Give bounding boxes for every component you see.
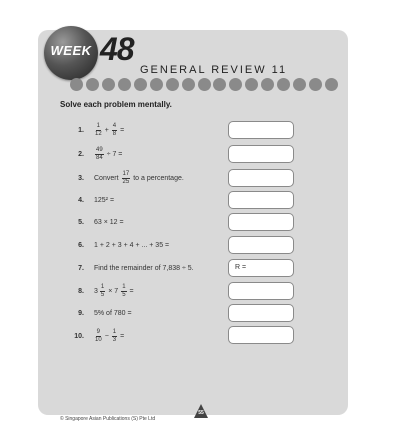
problem-text: Find the remainder of 7,838 ÷ 5. — [94, 264, 194, 272]
week-badge — [44, 26, 98, 80]
problem-number: 5. — [78, 218, 84, 226]
fraction-numerator: 1 — [96, 122, 101, 129]
page-number-badge — [194, 404, 208, 418]
problem-number: 8. — [78, 287, 84, 295]
fraction — [112, 123, 117, 138]
problem-text: 63 × 12 = — [94, 218, 124, 226]
problem-text: 1 + 2 + 3 + 4 + ... + 35 = — [94, 241, 170, 249]
problem-number: 1. — [78, 126, 84, 134]
problem-number: 2. — [78, 150, 84, 158]
problem-text: 5% of 780 = — [94, 309, 132, 317]
fraction-numerator: 49 — [96, 146, 103, 153]
fraction-denominator: 84 — [96, 154, 103, 161]
answer-box-1[interactable] — [228, 121, 294, 139]
answer-box-7[interactable] — [228, 259, 294, 277]
fraction-numerator: 1 — [122, 283, 126, 290]
answer-box-3[interactable] — [228, 169, 294, 187]
operator: + — [104, 126, 109, 134]
problem-number: 10. — [74, 332, 84, 340]
fraction-numerator: 9 — [96, 328, 101, 335]
fraction-denominator: 25 — [122, 178, 130, 185]
problem-7 — [62, 257, 194, 279]
problem-6 — [62, 234, 169, 256]
fraction-denominator: 12 — [95, 130, 102, 137]
problem-tail: = — [129, 287, 134, 295]
problem-tail: = — [120, 126, 125, 134]
answer-box-2[interactable] — [228, 145, 294, 163]
operator: × 7 — [108, 287, 119, 295]
decorative-dot — [261, 78, 274, 91]
answer-box-4[interactable] — [228, 191, 294, 209]
decorative-dot — [198, 78, 211, 91]
problem-1 — [62, 119, 126, 141]
copyright-footer: © Singapore Asian Publications (S) Pte Ltd — [60, 416, 156, 422]
decorative-dot — [293, 78, 306, 91]
fraction — [95, 147, 104, 162]
fraction — [121, 284, 126, 299]
week-label: WEEK — [50, 43, 92, 58]
problem-tail: to a percentage. — [133, 174, 184, 182]
fraction — [95, 123, 102, 138]
problem-2 — [62, 143, 124, 165]
fraction-denominator: 10 — [95, 336, 102, 343]
problem-8 — [62, 280, 136, 302]
problem-number: 3. — [78, 174, 84, 182]
problem-number: 7. — [78, 264, 84, 272]
decorative-dot — [182, 78, 195, 91]
fraction-numerator: 17 — [122, 170, 130, 177]
mixed-number-whole: 3 — [94, 287, 98, 295]
decorative-dot — [150, 78, 163, 91]
decorative-dot — [166, 78, 179, 91]
decorative-dot — [277, 78, 290, 91]
fraction — [122, 171, 131, 186]
answer-box-9[interactable] — [228, 304, 294, 322]
fraction — [112, 329, 117, 344]
fraction-denominator: 8 — [112, 130, 117, 137]
page-title: GENERAL REVIEW 11 — [140, 64, 288, 76]
fraction-denominator: 3 — [112, 336, 117, 343]
decorative-dot-row — [70, 78, 338, 92]
problem-number: 9. — [78, 309, 84, 317]
decorative-dot — [118, 78, 131, 91]
decorative-dot — [134, 78, 147, 91]
answer-box-5[interactable] — [228, 213, 294, 231]
fraction-denominator: 5 — [100, 291, 105, 298]
decorative-dot — [229, 78, 242, 91]
decorative-dot — [325, 78, 338, 91]
decorative-dot — [245, 78, 258, 91]
decorative-dot — [213, 78, 226, 91]
fraction — [95, 329, 102, 344]
problem-text: 125² = — [94, 196, 115, 204]
fraction-numerator: 4 — [112, 122, 117, 129]
fraction — [100, 284, 105, 299]
problem-prefix: Convert — [94, 174, 119, 182]
fraction-numerator: 1 — [112, 328, 117, 335]
decorative-dot — [86, 78, 99, 91]
problem-number: 4. — [78, 196, 84, 204]
answer-box-6[interactable] — [228, 236, 294, 254]
problem-5 — [62, 211, 124, 233]
problem-4 — [62, 189, 114, 211]
decorative-dot — [309, 78, 322, 91]
instruction-text: Solve each problem mentally. — [60, 100, 172, 109]
fraction-numerator: 1 — [100, 283, 105, 290]
week-number: 48 — [100, 31, 134, 67]
problem-3 — [62, 167, 186, 189]
decorative-dot — [102, 78, 115, 91]
problem-9 — [62, 302, 132, 324]
problem-tail: ÷ 7 = — [106, 150, 123, 158]
problem-number: 6. — [78, 241, 84, 249]
answer-box-8[interactable] — [228, 282, 294, 300]
problem-tail: = — [120, 332, 125, 340]
answer-prefix: R = — [235, 264, 247, 271]
decorative-dot — [70, 78, 83, 91]
answer-box-10[interactable] — [228, 326, 294, 344]
problem-10 — [62, 325, 126, 347]
page-number: 55 — [198, 410, 204, 416]
fraction-denominator: 5 — [122, 291, 126, 298]
operator: − — [104, 332, 109, 340]
